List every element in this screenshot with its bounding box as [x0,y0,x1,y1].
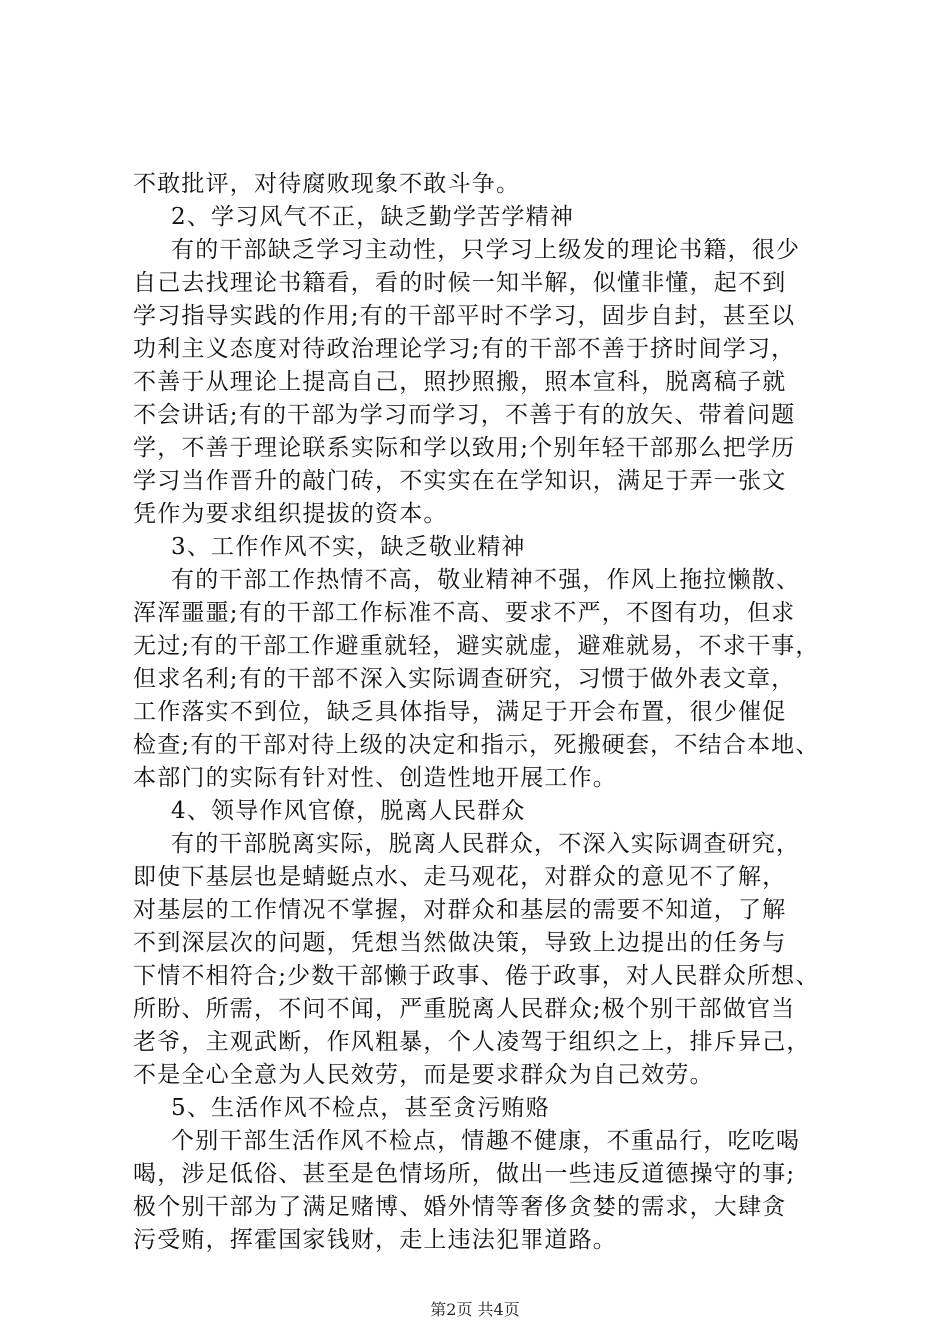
body-text-line: 本部门的实际有针对性、创造性地开展工作。 [133,765,617,791]
body-text-line: 个别干部生活作风不检点，情趣不健康，不重品行，吃吃喝 [171,1128,801,1154]
body-text-line: 自己去找理论书籍看，看的时候一知半解，似懂非懂，起不到 [133,270,787,296]
body-text-line: 凭作为要求组织提拔的资本。 [133,501,448,527]
body-text-line: 不到深层次的问题，凭想当然做决策，导致上边提出的任务与 [133,930,787,956]
body-text-line: 浑浑噩噩;有的干部工作标准不高、要求不严，不图有功，但求 [133,600,796,626]
body-text-line: 有的干部脱离实际，脱离人民群众，不深入实际调查研究， [171,831,801,857]
body-text-line: 工作落实不到位，缺乏具体指导，满足于开会布置，很少催促 [133,699,787,725]
body-text-line: 所盼、所需，不问不闻，严重脱离人民群众;极个别干部做官当 [133,996,796,1022]
section-heading-3: 3、工作作风不实，缺乏敬业精神 [171,534,526,560]
body-text-line: 老爷，主观武断，作风粗暴，个人凌驾于组织之上，排斥异己， [133,1029,811,1055]
body-text-line: 不会讲话;有的干部为学习而学习，不善于有的放矢、带着问题 [133,402,796,428]
body-text-line: 不善于从理论上提高自己，照抄照搬，照本宣科，脱离稿子就 [133,369,787,395]
body-text-line: 对基层的工作情况不掌握，对群众和基层的需要不知道，了解 [133,897,787,923]
section-heading-5: 5、生活作风不检点，甚至贪污贿赂 [171,1095,550,1121]
body-text-line: 学习指导实践的作用;有的干部平时不学习，固步自封，甚至以 [133,303,796,329]
body-text-line: 功利主义态度对待政治理论学习;有的干部不善于挤时间学习， [133,336,796,362]
body-text-line: 检查;有的干部对待上级的决定和指示，死搬硬套，不结合本地、 [133,732,820,758]
body-text-line: 但求名利;有的干部不深入实际调查研究，习惯于做外表文章， [133,666,796,692]
body-text-line: 无过;有的干部工作避重就轻，避实就虚，避难就易，不求干事， [133,633,820,659]
section-heading-4: 4、领导作风官僚，脱离人民群众 [171,798,526,824]
body-text-line: 有的干部缺乏学习主动性，只学习上级发的理论书籍，很少 [171,237,801,263]
body-text-line: 极个别干部为了满足赌博、婚外情等奢侈贪婪的需求，大肆贪 [133,1194,787,1220]
body-text-line: 喝，涉足低俗、甚至是色情场所，做出一些违反道德操守的事; [133,1161,796,1187]
body-text-line: 不是全心全意为人民效劳，而是要求群众为自己效劳。 [133,1062,714,1088]
body-text-line: 有的干部工作热情不高，敬业精神不强，作风上拖拉懒散、 [171,567,801,593]
page-number-footer: 第2页 共4页 [430,1300,520,1319]
body-text-line: 不敢批评，对待腐败现象不敢斗争。 [133,171,521,197]
section-heading-2: 2、学习风气不正，缺乏勤学苦学精神 [171,204,575,230]
body-text-line: 下情不相符合;少数干部懒于政事、倦于政事，对人民群众所想、 [133,963,820,989]
body-text-line: 学，不善于理论联系实际和学以致用;个别年轻干部那么把学历 [133,435,796,461]
body-text-line: 即使下基层也是蜻蜓点水、走马观花，对群众的意见不了解， [133,864,787,890]
body-text-line: 学习当作晋升的敲门砖，不实实在在学知识，满足于弄一张文 [133,468,787,494]
body-text-line: 污受贿，挥霍国家钱财，走上违法犯罪道路。 [133,1227,617,1253]
